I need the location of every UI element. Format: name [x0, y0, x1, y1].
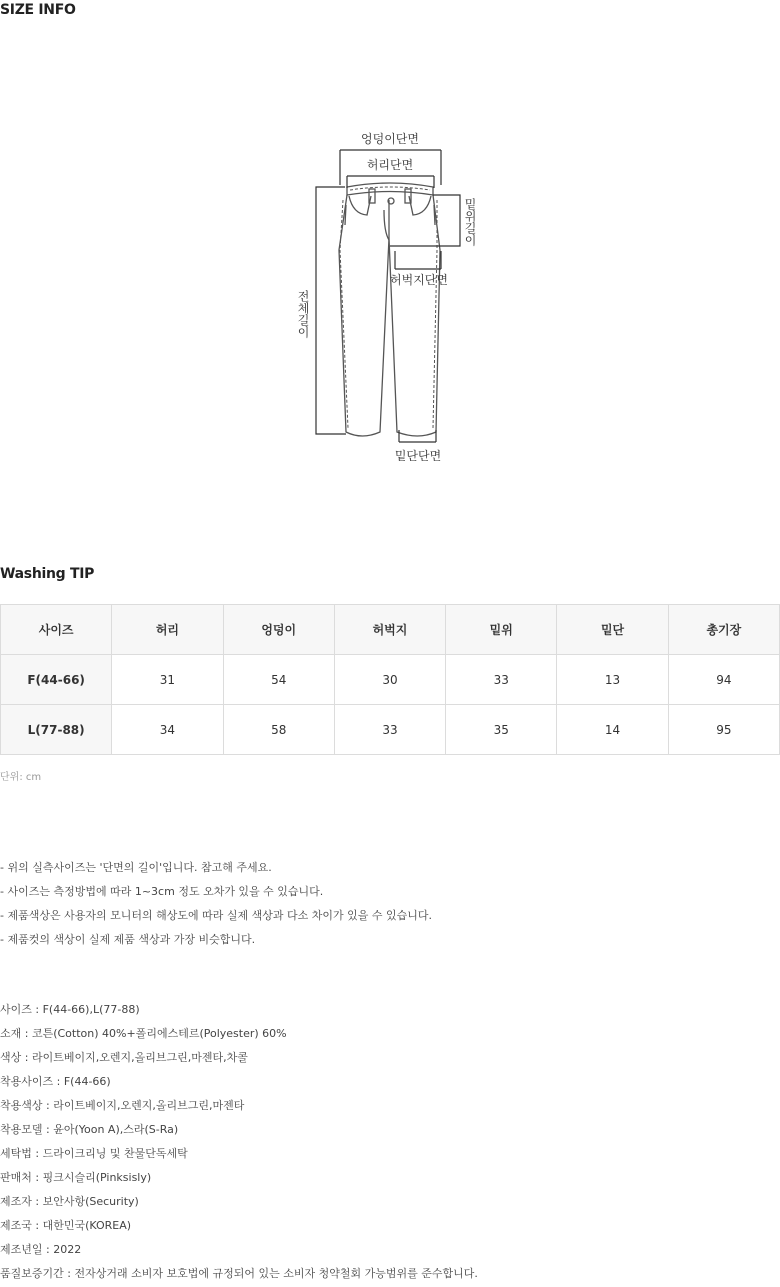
total-length-label: 전체길이 [296, 290, 310, 338]
spec-item: 세탁법 : 드라이크리닝 및 찬물단독세탁 [0, 1147, 188, 1160]
spec-item: 착용색상 : 라이트베이지,오렌지,올리브그린,마젠타 [0, 1099, 245, 1112]
table-header-cell: 총기장 [668, 605, 779, 655]
table-header-cell: 밑위 [446, 605, 557, 655]
washing-tip-title: Washing TIP [0, 566, 95, 582]
table-header-row [1, 605, 780, 655]
table-cell: 14 [557, 705, 668, 755]
table-row [1, 655, 780, 705]
spec-item: 색상 : 라이트베이지,오렌지,올리브그린,마젠타,차콜 [0, 1051, 248, 1064]
table-header-cell: 사이즈 [1, 605, 112, 655]
table-row [1, 705, 780, 755]
pants-outline [339, 183, 440, 436]
spec-item: 제조자 : 보안사항(Security) [0, 1195, 139, 1208]
table-cell-size: F(44-66) [1, 655, 112, 705]
note-item: - 위의 실측사이즈는 '단면의 길이'입니다. 참고해 주세요. [0, 861, 272, 874]
note-item: - 제품색상은 사용자의 모니터의 해상도에 따라 실제 색상과 다소 차이가 있을 수 있습니다. [0, 909, 432, 922]
rise-label: 밑위길이 [463, 198, 477, 246]
note-item: - 사이즈는 측정방법에 따라 1~3cm 정도 오차가 있을 수 있습니다. [0, 885, 324, 898]
table-cell-size: L(77-88) [1, 705, 112, 755]
spec-item: 착용사이즈 : F(44-66) [0, 1075, 111, 1088]
spec-item: 제조년일 : 2022 [0, 1243, 82, 1256]
waist-label: 허리단면 [366, 158, 414, 172]
table-header-cell: 밑단 [557, 605, 668, 655]
table-cell: 33 [446, 655, 557, 705]
hip-label: 엉덩이단면 [361, 132, 419, 146]
unit-note: 단위: cm [0, 772, 42, 783]
table-cell: 35 [446, 705, 557, 755]
table-header-cell: 허리 [112, 605, 223, 655]
table-header-cell: 엉덩이 [223, 605, 334, 655]
table-cell: 54 [223, 655, 334, 705]
table-cell: 30 [334, 655, 445, 705]
spec-item: 소재 : 코튼(Cotton) 40%+폴리에스테르(Polyester) 60% [0, 1027, 287, 1040]
size-info-title: SIZE INFO [0, 2, 76, 18]
size-notes [0, 856, 432, 952]
thigh-label: 허벅지단면 [390, 273, 448, 287]
table-cell: 31 [112, 655, 223, 705]
size-table [0, 604, 780, 755]
table-cell: 58 [223, 705, 334, 755]
table-cell: 33 [334, 705, 445, 755]
product-specs [0, 998, 478, 1286]
table-cell: 34 [112, 705, 223, 755]
spec-item: 판매처 : 핑크시슬리(Pinksisly) [0, 1171, 152, 1184]
table-header-cell: 허벅지 [334, 605, 445, 655]
spec-item: 제조국 : 대한민국(KOREA) [0, 1219, 132, 1232]
spec-item: 착용모델 : 윤아(Yoon A),스라(S-Ra) [0, 1123, 179, 1136]
hem-label: 밑단단면 [394, 449, 442, 463]
table-cell: 94 [668, 655, 779, 705]
table-cell: 95 [668, 705, 779, 755]
spec-item: 품질보증기간 : 전자상거래 소비자 보호법에 규정되어 있는 소비자 청약철회 가능범위를 준수합니다. [0, 1267, 478, 1280]
pants-measurement-diagram [0, 120, 780, 480]
table-cell: 13 [557, 655, 668, 705]
note-item: - 제품컷의 색상이 실제 제품 색상과 가장 비슷합니다. [0, 933, 256, 946]
spec-item: 사이즈 : F(44-66),L(77-88) [0, 1003, 140, 1016]
